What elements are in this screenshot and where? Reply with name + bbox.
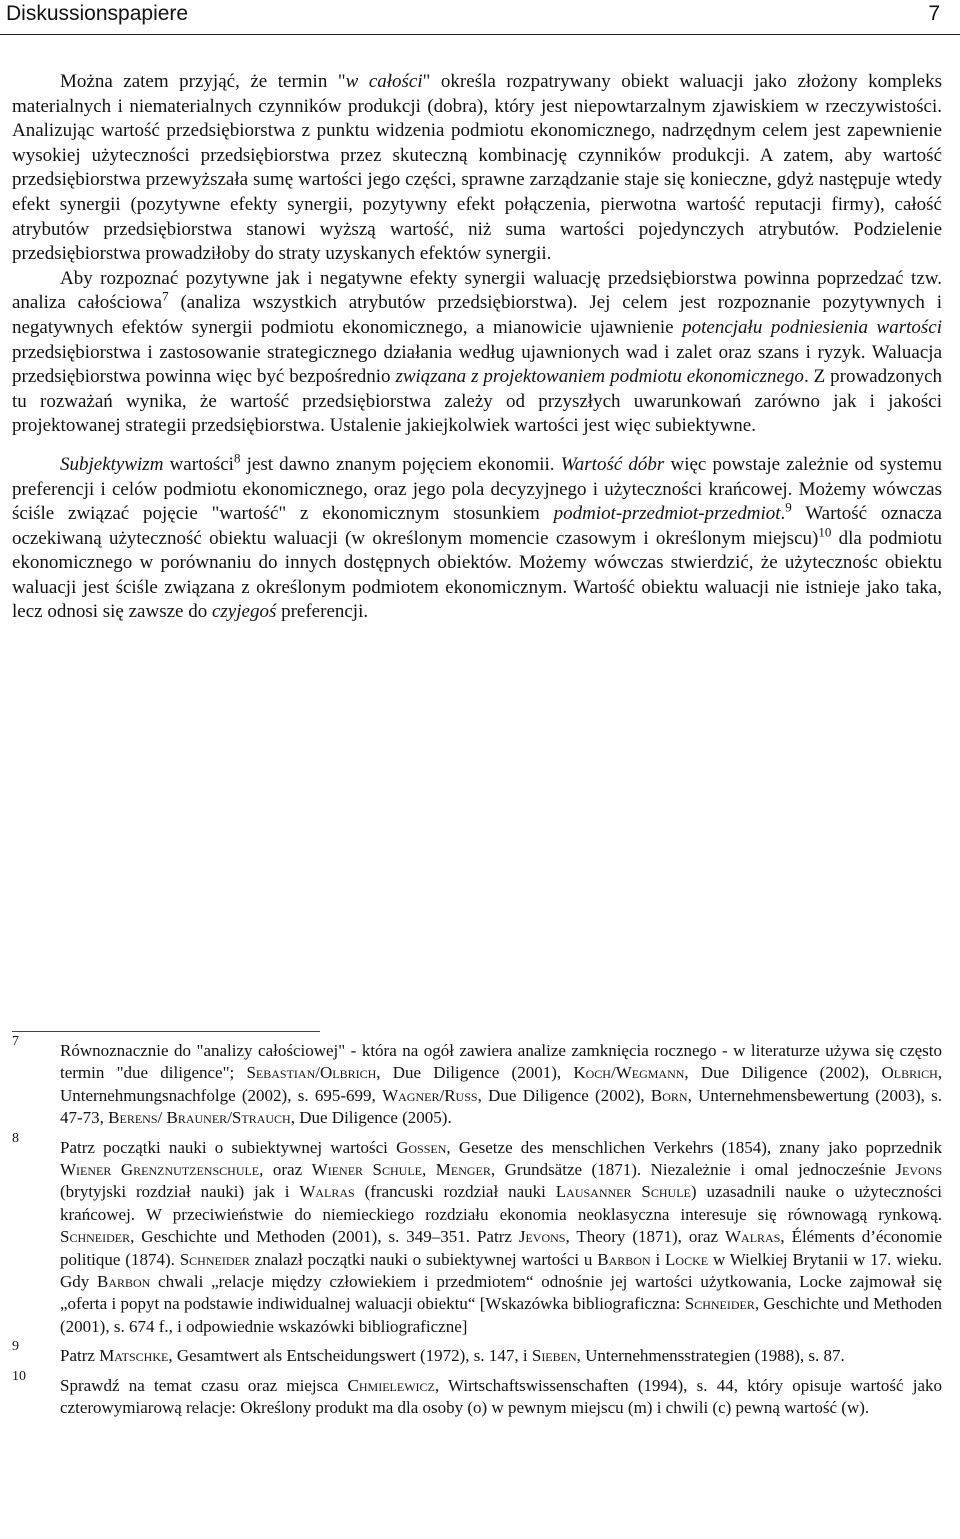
paragraph-1 bbox=[12, 70, 942, 267]
text-run: Wartość oznacza oczekiwaną użyteczność obiektu waluacji (w określonym momencie czasowym i określonym miejscu) bbox=[12, 503, 942, 549]
footnote-number: 7 bbox=[12, 1034, 19, 1049]
text-run: / bbox=[439, 1085, 445, 1105]
footnote-divider bbox=[12, 1031, 320, 1032]
author-name: Matschke bbox=[99, 1346, 169, 1366]
emphasis: potencjału podniesienia wartości bbox=[682, 316, 942, 338]
author-name: Locke bbox=[665, 1249, 709, 1269]
author-name: Wagner bbox=[382, 1085, 440, 1105]
text-run: , Éléments d’économie politique (1874). bbox=[60, 1227, 942, 1269]
text-run: , Geschichte und Methoden (2001), s. 674 f., i odpowiednie wskazówki bibliograficzne] bbox=[60, 1294, 943, 1336]
footnote-7 bbox=[12, 1034, 943, 1130]
text-run: jest dawno znanym pojęciem ekonomii. bbox=[240, 453, 561, 475]
footnote-ref-10[interactable]: 10 bbox=[818, 524, 832, 540]
author-name: Russ bbox=[444, 1085, 478, 1105]
text-run: , Gesamtwert als Entscheidungswert (1972), s. 147, i bbox=[168, 1346, 532, 1366]
text-run: , Wirtschaftswissenschaften (1994), s. 44, który opisuje wartość jako czterowymiarową relacje: Określony produkt ma dla osoby (o) w pewnym miejscu (m) i chwili (c) pewną wartość (w). bbox=[60, 1375, 942, 1418]
text-run: , Gesetze des menschlichen Verkehrs (1854), znany jako poprzednik bbox=[446, 1137, 942, 1157]
emphasis: podmiot-przedmiot-przedmiot bbox=[553, 503, 781, 525]
running-title: Diskussionspapiere bbox=[6, 2, 189, 25]
emphasis: Subjektywizm bbox=[60, 453, 164, 475]
footnote-8 bbox=[12, 1130, 943, 1339]
text-run: , Theory (1871), oraz bbox=[565, 1227, 725, 1247]
author-name: Schneider bbox=[179, 1249, 250, 1269]
footnote-number: 10 bbox=[12, 1368, 26, 1384]
text-run: / bbox=[227, 1108, 232, 1128]
text-run: przedsiębiorstwa i zastosowanie strategicznego działania według ujawnionych wad i zalet oraz szans i ryzyk. Waluacja przedsiębiorstwa powinna więc być bezpośrednio bbox=[12, 341, 942, 388]
text-run: i bbox=[650, 1249, 666, 1269]
text-run: w Wielkiej Brytanii w 17. wieku. Gdy bbox=[60, 1249, 943, 1292]
text-run: , Geschichte und Methoden (2001), s. 349–351. Patrz bbox=[130, 1227, 519, 1247]
author-name: Olbrich bbox=[881, 1063, 938, 1083]
author-name: Barbon bbox=[597, 1249, 651, 1269]
text-run: wartości bbox=[163, 453, 234, 475]
footnote-ref-8[interactable]: 8 bbox=[233, 450, 241, 466]
text-run: . Z prowadzonych tu rozważań wynika, że wartość przedsiębiorstwa zależy od przyszłych uwarunkowań zarówno jak i jakości projektowanej strategii przedsiębiorstwa. Ustalenie jakiejkolwiek wartości jest więc subiektywne. bbox=[12, 366, 943, 437]
text-run: / bbox=[315, 1063, 320, 1083]
emphasis: w całości bbox=[345, 71, 423, 92]
footnote-ref-7[interactable]: 7 bbox=[162, 289, 169, 305]
footnote-9 bbox=[12, 1339, 942, 1367]
author-name: Brauner bbox=[166, 1108, 228, 1128]
text-run: / bbox=[157, 1108, 167, 1128]
text-run: Sprawdź na temat czasu oraz miejsca bbox=[60, 1375, 348, 1395]
text-run: ) uzasadnili nauke o użyteczności krańcowej. W przeciwieństwie do niemieckiego rozdziału ekonomia neoklasyczna interesuje się równowagą rynkową. bbox=[60, 1182, 942, 1224]
text-run: Można zatem przyjąć, że termin " bbox=[60, 71, 346, 92]
footnote-ref-9[interactable]: 9 bbox=[785, 499, 792, 515]
author-name: Walras bbox=[299, 1182, 355, 1202]
school-name: Wiener Schule bbox=[311, 1160, 422, 1180]
text-run: , oraz bbox=[259, 1160, 312, 1180]
text-run: / bbox=[610, 1063, 616, 1083]
author-name: Menger bbox=[435, 1160, 491, 1180]
text-run: znalazł początki nauki o subiektywnej wartości u bbox=[249, 1249, 598, 1269]
text-run: Aby rozpoznać pozytywne jak i negatywne efekty synergii waluację przedsiębiorstwa powinna poprzedzać tzw. analiza całościowa bbox=[12, 267, 942, 314]
text-run: (francuski rozdział nauki bbox=[354, 1182, 556, 1202]
footnote-number: 9 bbox=[12, 1339, 19, 1355]
body-text bbox=[12, 70, 942, 625]
text-run: (analiza wszystkich atrybutów przedsiębiorstwa). Jej celem jest rozpoznanie pozytywnych i negatywnych efektów synergii podmiotu ekonomicznego, a mianowicie ujawnienie bbox=[12, 292, 943, 338]
text-run: " określa rozpatrywany obiekt waluacji jako złożony kompleks materialnych i niematerialnych czynników produkcji (dobra), który jest niepowtarzalnym zjawiskiem w rzeczywistości. Analizując wartość przedsiębiorstwa z punktu widzenia podmiotu ekonomicznego, nadrzędnym celem jest zapewnienie wysokiej użyteczności przedsiębiorstwa przez skuteczną kombinację czynników produkcji. A zatem, aby wartość przedsiębiorstwa przewyższała sumę wartości jego części, sprawne zarządzanie staje się konieczne, gdyż następuje wtedy efekt synergii (pozytywne efekty synergii, pozytywny efekt połączenia, pierwotna wartość reputacji firmy), całość atrybutów przedsiębiorstwa stanowi wyższą wartość, niż suma wartości pojedynczych atrybutów. Podzielenie przedsiębiorstwa prowadziłoby do straty uzyskanych efektów synergii. bbox=[12, 71, 942, 265]
author-name: Schneider bbox=[684, 1294, 755, 1314]
author-name: Koch bbox=[573, 1063, 611, 1083]
text-run: , Grundsätze (1871). Niezależnie i omal jednocześnie bbox=[490, 1160, 896, 1180]
text-run: , Unternehmungsnachfolge (2002), s. 695-699, bbox=[60, 1063, 942, 1105]
author-name: Jevons bbox=[518, 1227, 566, 1247]
text-run: dla podmiotu ekonomicznego w porównaniu do innych dostępnych obiektów. Możemy wówczas stwierdzić, że użytecznośc obiektu waluacji jest ściśle związana z określonym podmiotem ekonomicznym. Wartość obiektu waluacji nie istnieje jako taka, lecz odnosi się zawsze do bbox=[12, 527, 942, 623]
author-name: Walras bbox=[725, 1227, 781, 1247]
author-name: Barbon bbox=[96, 1272, 151, 1292]
author-name: Jevons bbox=[895, 1160, 942, 1180]
footnote-number: 8 bbox=[12, 1130, 19, 1146]
page-header bbox=[0, 0, 960, 35]
text-run: , Due Diligence (2001), bbox=[376, 1063, 574, 1083]
footnote-10 bbox=[12, 1368, 942, 1420]
text-run: , Unternehmensstrategien (1988), s. 87. bbox=[576, 1346, 845, 1366]
text-run: , bbox=[421, 1160, 436, 1180]
text-run: preferencji. bbox=[276, 601, 369, 623]
footnotes bbox=[12, 1034, 943, 1427]
text-run: , Due Diligence (2002), bbox=[684, 1063, 882, 1083]
text-run: , Due Diligence (2005). bbox=[290, 1108, 452, 1128]
text-run: Równoznacznie do "analizy całościowej" - która na ogół zawiera analize zamknięcia rocznego - w literaturze używa się często termin "due diligence"; bbox=[60, 1041, 942, 1083]
author-name: Sieben bbox=[531, 1346, 577, 1366]
text-run: . bbox=[780, 503, 786, 525]
author-name: Gossen bbox=[396, 1137, 447, 1157]
author-name: Strauch bbox=[231, 1108, 291, 1128]
author-name: Chmielewicz bbox=[347, 1375, 435, 1395]
paragraph-2 bbox=[12, 267, 942, 439]
author-name: Born bbox=[650, 1085, 688, 1105]
school-name: Lausanner Schule bbox=[555, 1182, 691, 1202]
school-name: Wiener Grenznutzenschule bbox=[60, 1160, 260, 1180]
text-run: (brytyjski rozdział nauki) jak i bbox=[60, 1182, 300, 1202]
paragraph-3 bbox=[12, 450, 942, 625]
text-run: , Due Diligence (2002), bbox=[477, 1085, 651, 1105]
author-name: Schneider bbox=[60, 1227, 131, 1247]
text-run: , Unternehmensbewertung (2003), s. 47-73, bbox=[60, 1085, 943, 1128]
author-name: Berens bbox=[108, 1108, 158, 1128]
text-run: chwali „relacje między człowiekiem i przedmiotem“ odnośnie jej wartości użytkowania, Locke zajmował się „oferta i popyt na podstawie indiwidualnej waluacji obiektu“ [Wskazówka bibliograficzna: bbox=[60, 1272, 942, 1314]
emphasis: czyjegoś bbox=[211, 601, 277, 623]
page-number: 7 bbox=[928, 2, 940, 25]
author-name: Olbrich bbox=[319, 1063, 377, 1083]
text-run: więc powstaje zależnie od systemu preferencji i celów podmiotu ekonomicznego, oraz jego pola decyzyjnego i użyteczności krańcowej. Możemy wówczas ściśle związać pojęcie "wartość" z ekonomicznym stosunkiem bbox=[12, 453, 942, 525]
author-name: Wegmann bbox=[615, 1063, 685, 1083]
author-name: Sebastian bbox=[246, 1063, 316, 1083]
text-run: Patrz początki nauki o subiektywnej wartości bbox=[60, 1137, 397, 1157]
emphasis: Wartość dóbr bbox=[560, 453, 665, 475]
text-run: Patrz bbox=[60, 1346, 100, 1366]
emphasis: związana z projektowaniem podmiotu ekonomicznego bbox=[395, 366, 804, 388]
